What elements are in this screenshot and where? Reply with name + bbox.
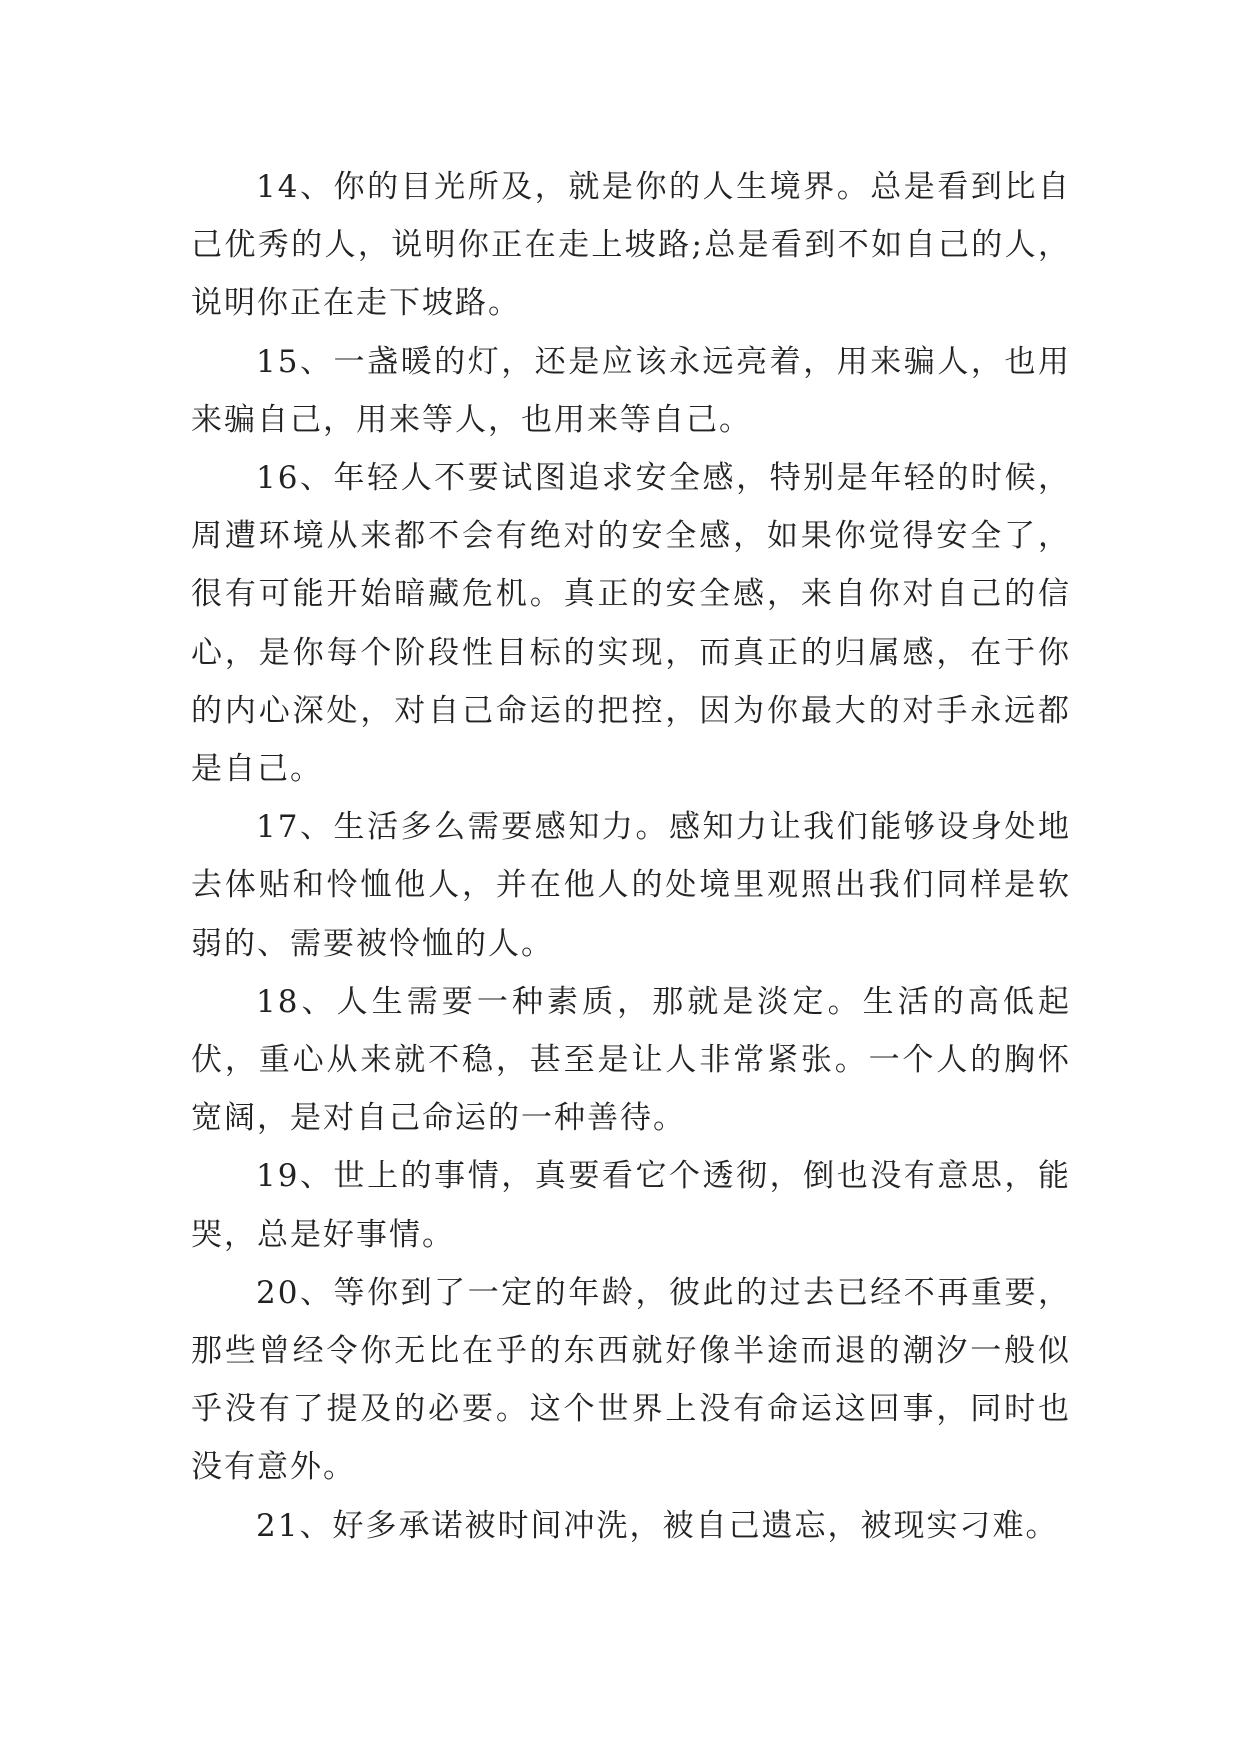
paragraph-18: 18、人生需要一种素质，那就是淡定。生活的高低起伏，重心从来就不稳，甚至是让人非常紧张。一个人的胸怀宽阔，是对自己命运的一种善待。 — [191, 983, 1071, 1137]
paragraph-21: 21、好多承诺被时间冲洗，被自己遗忘，被现实刁难。 — [256, 1507, 1059, 1544]
paragraph-17: 17、生活多么需要感知力。感知力让我们能够设身处地去体贴和怜恤他人，并在他人的处境里观照出我们同样是软弱的、需要被怜恤的人。 — [191, 809, 1071, 962]
paragraph-19: 19、世上的事情，真要看它个透彻，倒也没有意思，能哭，总是好事情。 — [191, 1158, 1071, 1253]
document-body — [191, 158, 1071, 1555]
paragraph-20: 20、等你到了一定的年龄，彼此的过去已经不再重要，那些曾经令你无比在乎的东西就好像半途而退的潮汐一般似乎没有了提及的必要。这个世界上没有命运这回事，同时也没有意外。 — [191, 1274, 1071, 1486]
paragraph-15: 15、一盏暖的灯，还是应该永远亮着，用来骗人，也用来骗自己，用来等人，也用来等自己。 — [191, 343, 1071, 438]
paragraph-16: 16、年轻人不要试图追求安全感，特别是年轻的时候，周遭环境从来都不会有绝对的安全感，如果你觉得安全了，很有可能开始暗藏危机。真正的安全感，来自你对自己的信心，是你每个阶段性目标的实现，而真正的归属感，在于你的内心深处，对自己命运的把控，因为你最大的对手永远都是自己。 — [191, 460, 1071, 788]
paragraph-14: 14、你的目光所及，就是你的人生境界。总是看到比自己优秀的人，说明你正在走上坡路;总是看到不如自己的人，说明你正在走下坡路。 — [191, 169, 1071, 322]
